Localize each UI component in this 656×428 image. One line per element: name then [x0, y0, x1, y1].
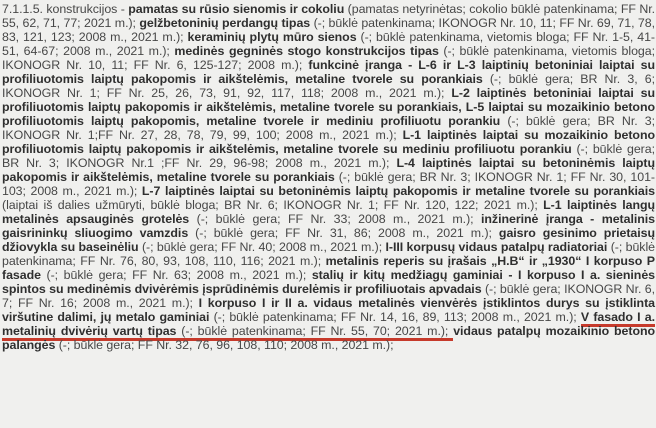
construction-item-name: funkcinė įranga - L-6 ir L-3 laiptinių betoniniai laiptai su profiliuotomis laiptų pakopomis ir aikštelėmis, metaline tvorele su porankiais [2, 58, 655, 86]
construction-item-name: gaisro gesinimo prietaisų džiovykla su baseinėliu [2, 226, 655, 254]
construction-item-name: stalių ir kitų medžiagų gaminiai - I korpuso I a. sieninės spintos su medinėmis dvivėrėmis įsprūdinėmis durelėmis ir profiliuotais apvadais [2, 268, 655, 296]
construction-item-name: L-4 laiptinės laiptai su betoninėmis laiptų pakopomis ir aikštelėmis, metaline tvorele su porankiais [2, 156, 655, 184]
item-condition-details: (-; būklė gera; IKONOGR Nr. 6, 7; FF Nr. 16; 2008 m., 2021 m.); [2, 282, 655, 310]
item-condition-details: (-; būklė gera; BR Nr. 3; IKONOGR Nr. 1; FF Nr. 30, 101-103; 2008 m., 2021 m.); [2, 170, 655, 198]
underlined-item-details: (-; būklė patenkinama; FF Nr. 55, 70; 2021 m.); [181, 324, 453, 341]
item-condition-details: 7.1.1.5. konstrukcijos - [2, 2, 129, 16]
construction-item-name: I korpuso I ir II a. vidaus metalinės vienvėrės įstiklintos durys su įstiklinta viršutine dalimi, jų metalo gaminiai [2, 296, 655, 324]
construction-item-name: medinės gegninės stogo konstrukcijos tipas [174, 44, 444, 58]
construction-item-name: keraminių plytų mūro sienos [187, 30, 361, 44]
item-condition-details: (-; būklė patenkinama; IKONOGR Nr. 10, 11; FF Nr. 69, 71, 78, 83, 121, 123; 2008 m., 2021 m.); [2, 16, 655, 44]
item-condition-details: (-; būklė gera; FF Nr. 31, 86; 2008 m., 2021 m.); [195, 226, 499, 240]
document-paragraph [2, 2, 655, 352]
construction-item-name: pamatas su rūsio sienomis ir cokoliu [128, 2, 348, 16]
construction-item-name: L-1 laiptinės langų metalinės apsauginės grotelės [2, 198, 656, 226]
item-condition-details: (-; būklė gera; BR Nr. 3; IKONOGR Nr. 1;FF Nr. 27, 28, 78, 79, 99, 100; 2008 m., 2021 m.); [2, 114, 655, 142]
item-condition-details: (-; būklė patenkinama; FF Nr. 76, 80, 93, 108, 110, 116; 2021 m.); [2, 240, 655, 268]
construction-item-name: I-III korpusų vidaus patalpų radiatoriai [385, 240, 611, 254]
item-condition-details: (laiptai iš dalies užmūryti, būklė bloga; BR Nr. 6; IKONOGR Nr. 1; FF Nr. 120, 122; 2021 m.); [2, 198, 544, 212]
construction-item-name: L-1 laiptinės laiptai su mozaikinio betono profiliuotomis laiptų pakopomis ir aikštelėmis, metaline tvorele su mediniu profiliuotu porankiu [2, 128, 655, 156]
item-condition-details: (-; būklė patenkinama; FF Nr. 14, 16, 89, 113; 2008 m., 2021 m.); [213, 310, 581, 324]
item-condition-details: (-; būklė patenkinama, vietomis bloga; IKONOGR Nr. 10, 11; FF Nr. 6, 125-127; 2008 m.); [2, 44, 655, 72]
construction-item-name: L-7 laiptinės laiptai su betoninėmis laiptų pakopomis ir metaline tvorele su porankiais [141, 184, 655, 198]
item-condition-details: (-; būklė gera; FF Nr. 40; 2008 m., 2021 m.); [141, 240, 386, 254]
item-condition-details: (-; būklė gera; FF Nr. 33; 2008 m., 2021 m.); [196, 212, 482, 226]
construction-item-name: inžinerinė įranga - metalinis gaisrininkų sliuogimo vamzdis [2, 212, 656, 240]
underlined-item-name: V fasado I a. metalinių dvivėrių vartų tipas [2, 310, 655, 341]
item-condition-details: (-; būklė gera; BR Nr. 3; IKONOGR Nr.1 ;FF Nr. 29, 96-98; 2008 m., 2021 m.); [2, 142, 655, 170]
construction-item-name: gelžbetoninių perdangų tipas [139, 16, 314, 30]
item-condition-details: (-; būklė patenkinama, vietomis bloga; FF Nr. 1-5, 41-51, 64-67; 2008 m., 2021 m.); [2, 30, 656, 58]
construction-item-name: metalinis reperis su įrašais „H.B“ ir „1930“ I korpuso P fasade [2, 254, 655, 282]
construction-item-name: vidaus patalpų mozaikinio betono palangės [2, 324, 656, 352]
item-condition-details: (pamatas netyrinėtas; cokolio būklė patenkinama; FF Nr. 55, 62, 71, 77; 2021 m.); [2, 2, 656, 30]
item-condition-details: (-; būklė gera; BR Nr. 3, 6; IKONOGR Nr. 1; FF Nr. 25, 26, 73, 91, 92, 117, 118; 2008 m., 2021 m.); [2, 72, 655, 100]
item-condition-details: (-; būklė gera; FF Nr. 63; 2008 m., 2021 m.); [46, 268, 312, 282]
item-condition-details: (-; būklė gera; FF Nr. 32, 76, 96, 108, 110; 2008 m., 2021 m.); [58, 338, 394, 352]
construction-item-name: L-2 laiptinės betoniniai laiptai su profiliuotomis laiptų pakopomis ir aikštelėmis, metaline tvorele su porankiais, L-5 laiptai su mozaikinio betono profiliuotomis laiptų pakopomis, metaline tvorele ir mediniu profiliuotu porankiu [2, 86, 655, 128]
